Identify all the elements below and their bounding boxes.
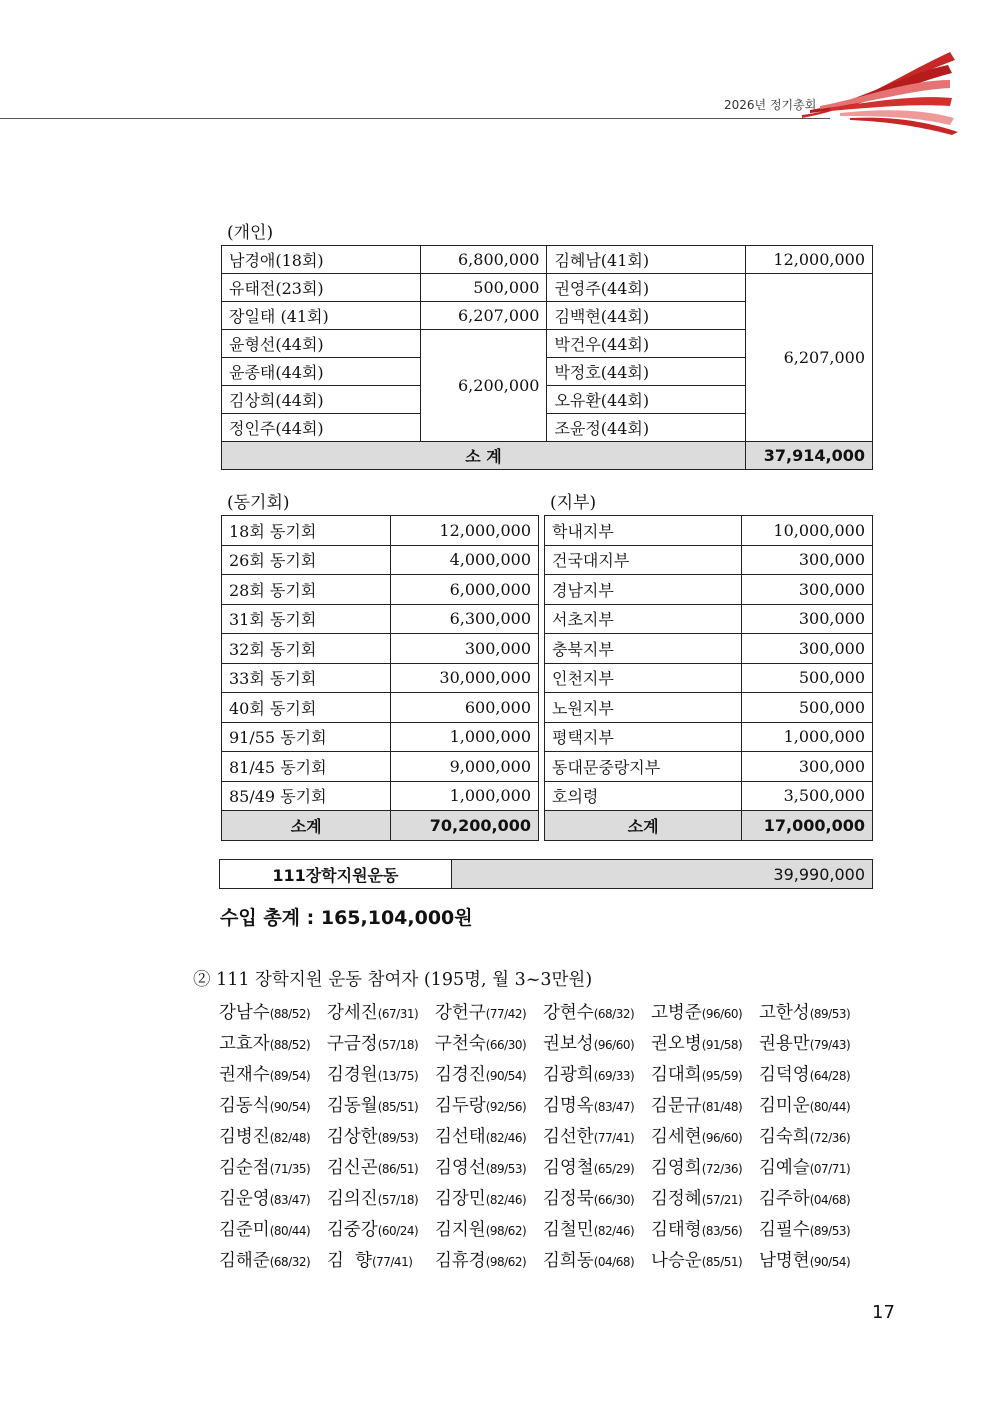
row-amount: 6,300,000: [391, 604, 539, 634]
participant-class: (57/21): [701, 1193, 743, 1207]
row-name: 학내지부: [545, 516, 742, 546]
branches-table: [544, 515, 873, 841]
participant: [759, 1060, 867, 1092]
table-row: [220, 860, 873, 889]
participant: [327, 1060, 435, 1092]
participant: [327, 1184, 435, 1216]
participant-row: [219, 1091, 889, 1122]
participant-name: 김숙희: [759, 1127, 810, 1147]
participant-class: (81/48): [701, 1100, 743, 1114]
participant-name: 김명옥: [543, 1096, 594, 1116]
donor-amount: 6,207,000: [420, 302, 547, 330]
participant-class: (82/46): [485, 1131, 527, 1145]
participant-class: (90/54): [269, 1100, 311, 1114]
row-name: 인천지부: [545, 663, 742, 693]
participant-name: 김두랑: [435, 1096, 486, 1116]
participant-class: (89/53): [809, 1224, 851, 1238]
table-row: [545, 516, 873, 546]
participant: [435, 1029, 543, 1061]
donor-name: 김혜남(41회): [547, 246, 746, 274]
page-number: 17: [872, 1302, 895, 1323]
subtotal-row: [545, 811, 873, 841]
subtotal-value: 70,200,000: [391, 811, 539, 841]
row-amount: 300,000: [742, 752, 873, 782]
participant-class: (90/54): [485, 1069, 527, 1083]
table-row: [545, 634, 873, 664]
income-total: 수입 총계 : 165,104,000원: [220, 907, 473, 929]
row-amount: 300,000: [742, 545, 873, 575]
row-name: 85/49 동기회: [222, 781, 391, 811]
participant-row: [219, 1215, 889, 1246]
participant-name: 김지원: [435, 1220, 486, 1240]
participant-name: 강현수: [543, 1003, 594, 1023]
row-name: 91/55 동기회: [222, 722, 391, 752]
donor-name: 정인주(44회): [222, 414, 421, 442]
participant-name: 구금정: [327, 1034, 378, 1054]
participant-class: (07/71): [809, 1162, 851, 1176]
participant-name: 김 향: [327, 1251, 372, 1271]
branches-label: (지부): [550, 493, 597, 513]
participant: [327, 1153, 435, 1185]
participant-row: [219, 1029, 889, 1060]
table-row: [222, 545, 539, 575]
participant-class: (04/68): [809, 1193, 851, 1207]
row-name: 18회 동기회: [222, 516, 391, 546]
participant-name: 김영희: [651, 1158, 702, 1178]
participant: [759, 1122, 867, 1154]
table-row: [545, 575, 873, 605]
participant: [651, 1122, 759, 1154]
participant: [651, 1153, 759, 1185]
participant-class: (68/32): [593, 1007, 635, 1021]
classes-label: (동기회): [227, 493, 290, 513]
participant-name: 김준미: [219, 1220, 270, 1240]
subtotal-label: 소 계: [222, 442, 746, 470]
row-name: 31회 동기회: [222, 604, 391, 634]
participant-class: (86/51): [377, 1162, 419, 1176]
participant-class: (72/36): [701, 1162, 743, 1176]
participant-name: 강세진: [327, 1003, 378, 1023]
table-row: [545, 663, 873, 693]
subtotal-row: [222, 442, 873, 470]
header-title: 2026년 정기총회: [724, 98, 817, 112]
participant-row: [219, 1184, 889, 1215]
classes-table: [221, 515, 539, 841]
participant: [219, 1122, 327, 1154]
individual-label: (개인): [227, 223, 274, 243]
row-amount: 3,500,000: [742, 781, 873, 811]
participant: [651, 1184, 759, 1216]
donor-name: 박건우(44회): [547, 330, 746, 358]
donor-amount: 12,000,000: [746, 246, 873, 274]
row-name: 호의령: [545, 781, 742, 811]
scholarship-value: 39,990,000: [451, 860, 872, 889]
table-row: [222, 722, 539, 752]
row-amount: 300,000: [742, 634, 873, 664]
participant: [219, 1091, 327, 1123]
participant: [651, 1246, 759, 1278]
participant-name: 김상한: [327, 1127, 378, 1147]
participant-class: (83/56): [701, 1224, 743, 1238]
table-row: [222, 663, 539, 693]
participant: [219, 998, 327, 1030]
participant-class: (67/31): [377, 1007, 419, 1021]
participant-name: 고병준: [651, 1003, 702, 1023]
participant-name: 김경진: [435, 1065, 486, 1085]
participant-row: [219, 1060, 889, 1091]
row-amount: 12,000,000: [391, 516, 539, 546]
table-row: [222, 274, 873, 302]
donor-name: 남경애(18회): [222, 246, 421, 274]
participant: [759, 1091, 867, 1123]
participant: [759, 1246, 867, 1278]
participant-name: 김경원: [327, 1065, 378, 1085]
participant-name: 권보성: [543, 1034, 594, 1054]
participant: [327, 998, 435, 1030]
row-name: 26회 동기회: [222, 545, 391, 575]
participant-name: 김휴경: [435, 1251, 486, 1271]
participant-name: 김대희: [651, 1065, 702, 1085]
table-row: [545, 693, 873, 723]
participant-name: 남명현: [759, 1251, 810, 1271]
donor-name: 김백현(44회): [547, 302, 746, 330]
participant-name: 김미운: [759, 1096, 810, 1116]
participant-class: (77/41): [593, 1131, 635, 1145]
participant-name: 김정묵: [543, 1189, 594, 1209]
participant-class: (83/47): [593, 1100, 635, 1114]
scholarship-table: [219, 859, 873, 889]
participants-list: [219, 998, 889, 1277]
participant-name: 권오병: [651, 1034, 702, 1054]
table-row: [222, 516, 539, 546]
participant-name: 김예슬: [759, 1158, 810, 1178]
participant: [219, 1246, 327, 1278]
table-row: [222, 752, 539, 782]
participant-class: (89/53): [377, 1131, 419, 1145]
participant-name: 김동식: [219, 1096, 270, 1116]
participant: [435, 1122, 543, 1154]
participant-name: 김해준: [219, 1251, 270, 1271]
participant: [219, 1060, 327, 1092]
subtotal-value: 37,914,000: [746, 442, 873, 470]
participant: [543, 1122, 651, 1154]
participant-name: 권용만: [759, 1034, 810, 1054]
participant-name: 김희동: [543, 1251, 594, 1271]
table-row: [545, 545, 873, 575]
participants-heading: ② 111 장학지원 운동 참여자 (195명, 월 3~3만원): [193, 970, 593, 990]
row-name: 평택지부: [545, 722, 742, 752]
participant-class: (77/42): [485, 1007, 527, 1021]
participant-name: 김순점: [219, 1158, 270, 1178]
row-amount: 1,000,000: [391, 781, 539, 811]
participant-class: (91/58): [701, 1038, 743, 1052]
participant-name: 김주하: [759, 1189, 810, 1209]
row-amount: 300,000: [391, 634, 539, 664]
ribbon-logo-icon: [800, 40, 960, 135]
table-row: [545, 781, 873, 811]
row-amount: 500,000: [742, 693, 873, 723]
participant-name: 김동월: [327, 1096, 378, 1116]
participant-name: 강남수: [219, 1003, 270, 1023]
donor-name: 장일태 (41회): [222, 302, 421, 330]
participant: [435, 998, 543, 1030]
participant-name: 고한성: [759, 1003, 810, 1023]
participant-row: [219, 1246, 889, 1277]
participant-class: (79/43): [809, 1038, 851, 1052]
participant-class: (72/36): [809, 1131, 851, 1145]
participant-class: (83/47): [269, 1193, 311, 1207]
row-amount: 300,000: [742, 604, 873, 634]
participant-class: (82/46): [485, 1193, 527, 1207]
participant-class: (66/30): [485, 1038, 527, 1052]
table-row: [222, 634, 539, 664]
scholarship-label: 111장학지원운동: [220, 860, 452, 889]
participant: [543, 1184, 651, 1216]
donor-name: 윤종태(44회): [222, 358, 421, 386]
participant-class: (68/32): [269, 1255, 311, 1269]
participant-name: 김병진: [219, 1127, 270, 1147]
participant-class: (88/52): [269, 1007, 311, 1021]
participant-name: 김문규: [651, 1096, 702, 1116]
participant: [219, 1153, 327, 1185]
participant-class: (65/29): [593, 1162, 635, 1176]
participant: [327, 1029, 435, 1061]
participant-class: (66/30): [593, 1193, 635, 1207]
participant-class: (13/75): [377, 1069, 419, 1083]
row-name: 건국대지부: [545, 545, 742, 575]
table-row: [545, 752, 873, 782]
donor-name: 윤형선(44회): [222, 330, 421, 358]
participant: [543, 1091, 651, 1123]
donor-name: 조윤정(44회): [547, 414, 746, 442]
table-row: [222, 575, 539, 605]
participant: [543, 998, 651, 1030]
row-amount: 600,000: [391, 693, 539, 723]
participant: [651, 1060, 759, 1092]
participant: [543, 1215, 651, 1247]
participant: [759, 1153, 867, 1185]
participant-name: 김중강: [327, 1220, 378, 1240]
row-amount: 30,000,000: [391, 663, 539, 693]
participant-row: [219, 1153, 889, 1184]
participant-name: 김영선: [435, 1158, 486, 1178]
participant-class: (89/53): [485, 1162, 527, 1176]
group-amount: 6,200,000: [420, 330, 547, 442]
row-amount: 1,000,000: [742, 722, 873, 752]
participant: [219, 1215, 327, 1247]
participant-class: (57/18): [377, 1038, 419, 1052]
participant-row: [219, 1122, 889, 1153]
participant: [327, 1122, 435, 1154]
participant-row: [219, 998, 889, 1029]
participant: [327, 1246, 435, 1278]
subtotal-value: 17,000,000: [742, 811, 873, 841]
participant-class: (88/52): [269, 1038, 311, 1052]
participant-name: 김정혜: [651, 1189, 702, 1209]
participant-name: 김영철: [543, 1158, 594, 1178]
table-row: [545, 604, 873, 634]
row-amount: 10,000,000: [742, 516, 873, 546]
participant-class: (98/62): [485, 1255, 527, 1269]
participant-class: (69/33): [593, 1069, 635, 1083]
participant-name: 김선한: [543, 1127, 594, 1147]
participant-name: 김신곤: [327, 1158, 378, 1178]
table-row: [222, 604, 539, 634]
donor-amount: 6,800,000: [420, 246, 547, 274]
donor-name: 김상희(44회): [222, 386, 421, 414]
participant-class: (80/44): [809, 1100, 851, 1114]
participant-class: (77/41): [371, 1255, 413, 1269]
participant-name: 김필수: [759, 1220, 810, 1240]
donor-name: 유태전(23회): [222, 274, 421, 302]
participant: [435, 1184, 543, 1216]
participant-name: 고효자: [219, 1034, 270, 1054]
table-row: [222, 693, 539, 723]
participant: [219, 1184, 327, 1216]
row-name: 경남지부: [545, 575, 742, 605]
table-row: [222, 781, 539, 811]
participant-class: (82/48): [269, 1131, 311, 1145]
header-rule: [0, 118, 830, 119]
participant: [219, 1029, 327, 1061]
row-name: 서초지부: [545, 604, 742, 634]
row-name: 노원지부: [545, 693, 742, 723]
participant: [435, 1246, 543, 1278]
group-amount: 6,207,000: [746, 274, 873, 442]
participant: [651, 1091, 759, 1123]
participant-class: (64/28): [809, 1069, 851, 1083]
participant-class: (85/51): [377, 1100, 419, 1114]
participant-class: (60/24): [377, 1224, 419, 1238]
participant-class: (96/60): [701, 1131, 743, 1145]
participant-name: 권재수: [219, 1065, 270, 1085]
participant: [327, 1215, 435, 1247]
subtotal-label: 소계: [222, 811, 391, 841]
participant-name: 김운영: [219, 1189, 270, 1209]
participant-name: 김태형: [651, 1220, 702, 1240]
participant: [435, 1060, 543, 1092]
donor-name: 박정호(44회): [547, 358, 746, 386]
participant-class: (57/18): [377, 1193, 419, 1207]
donor-name: 오유환(44회): [547, 386, 746, 414]
participant-name: 나승운: [651, 1251, 702, 1271]
participant: [759, 1029, 867, 1061]
participant: [543, 1029, 651, 1061]
participant: [543, 1060, 651, 1092]
participant-name: 김광희: [543, 1065, 594, 1085]
row-amount: 9,000,000: [391, 752, 539, 782]
participant: [651, 1029, 759, 1061]
row-name: 동대문중랑지부: [545, 752, 742, 782]
participant-name: 김장민: [435, 1189, 486, 1209]
participant-class: (92/56): [485, 1100, 527, 1114]
participant-class: (90/54): [809, 1255, 851, 1269]
row-amount: 500,000: [742, 663, 873, 693]
participant: [651, 998, 759, 1030]
row-amount: 6,000,000: [391, 575, 539, 605]
participant: [759, 998, 867, 1030]
participant-name: 김철민: [543, 1220, 594, 1240]
participant-class: (98/62): [485, 1224, 527, 1238]
participant-name: 김덕영: [759, 1065, 810, 1085]
row-amount: 4,000,000: [391, 545, 539, 575]
row-amount: 1,000,000: [391, 722, 539, 752]
row-name: 40회 동기회: [222, 693, 391, 723]
participant-class: (71/35): [269, 1162, 311, 1176]
participant-class: (80/44): [269, 1224, 311, 1238]
row-name: 32회 동기회: [222, 634, 391, 664]
participant: [435, 1215, 543, 1247]
participant-class: (95/59): [701, 1069, 743, 1083]
participant-class: (04/68): [593, 1255, 635, 1269]
participant-name: 구천숙: [435, 1034, 486, 1054]
table-row: [545, 722, 873, 752]
participant: [759, 1184, 867, 1216]
participant: [651, 1215, 759, 1247]
donor-name: 권영주(44회): [547, 274, 746, 302]
individual-table: [221, 245, 873, 470]
participant: [435, 1091, 543, 1123]
table-row: [222, 246, 873, 274]
participant-class: (89/53): [809, 1007, 851, 1021]
participant: [543, 1153, 651, 1185]
participant-class: (89/54): [269, 1069, 311, 1083]
participant-name: 김선태: [435, 1127, 486, 1147]
participant: [435, 1153, 543, 1185]
participant-name: 강헌구: [435, 1003, 486, 1023]
subtotal-label: 소계: [545, 811, 742, 841]
participant-class: (82/46): [593, 1224, 635, 1238]
row-amount: 300,000: [742, 575, 873, 605]
donor-amount: 500,000: [420, 274, 547, 302]
participant: [327, 1091, 435, 1123]
participant: [759, 1215, 867, 1247]
participant-class: (85/51): [701, 1255, 743, 1269]
participant-class: (96/60): [593, 1038, 635, 1052]
row-name: 충북지부: [545, 634, 742, 664]
participant-class: (96/60): [701, 1007, 743, 1021]
row-name: 81/45 동기회: [222, 752, 391, 782]
participant: [543, 1246, 651, 1278]
participant-name: 김의진: [327, 1189, 378, 1209]
subtotal-row: [222, 811, 539, 841]
row-name: 28회 동기회: [222, 575, 391, 605]
row-name: 33회 동기회: [222, 663, 391, 693]
participant-name: 김세현: [651, 1127, 702, 1147]
